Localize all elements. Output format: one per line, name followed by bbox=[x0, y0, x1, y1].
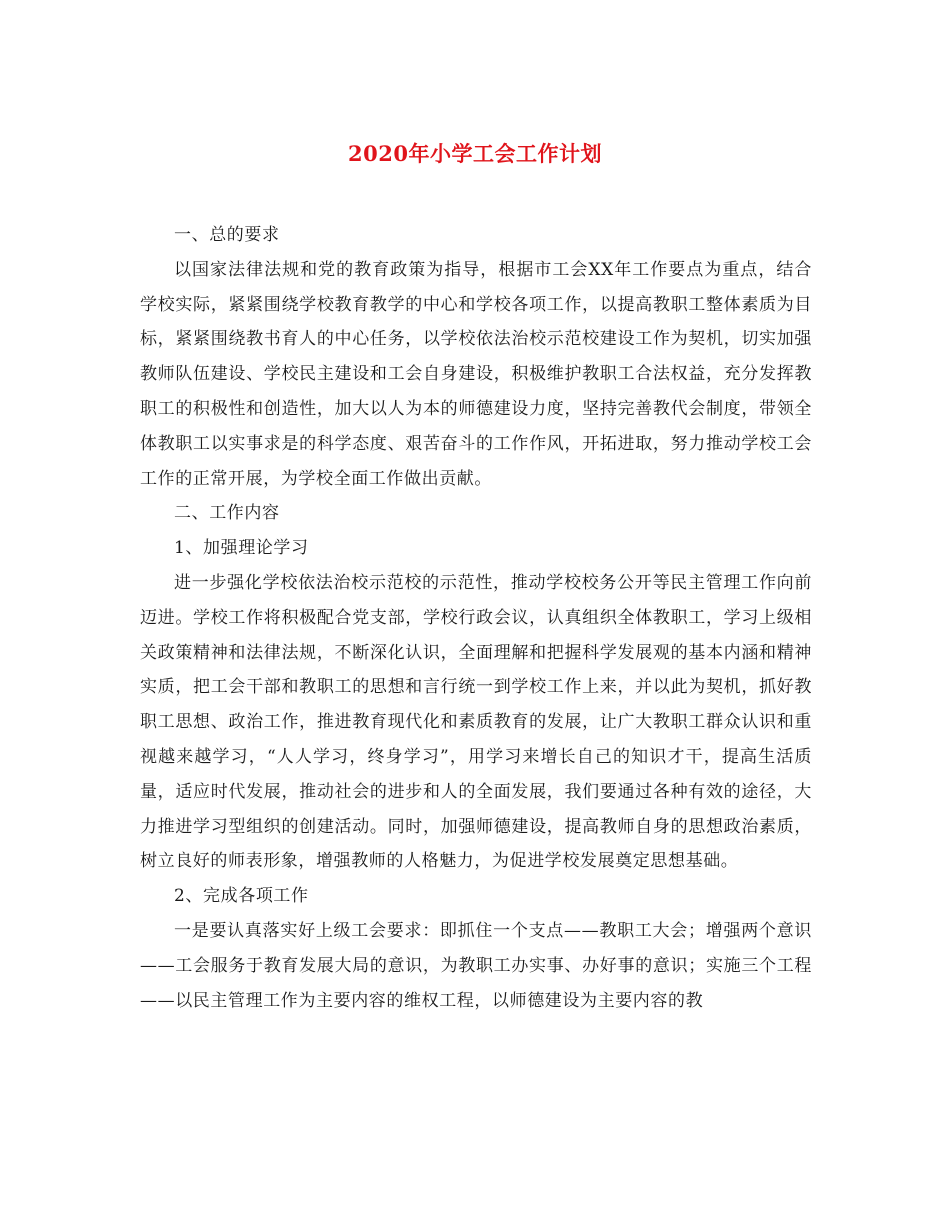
paragraph-theory-study: 进一步强化学校依法治校示范校的示范性，推动学校校务公开等民主管理工作向前迈进。学校工作将积极配合党支部，学校行政会议，认真组织全体教职工，学习上级相关政策精神和法律法规，不断深化认识，全面理解和把握科学发展观的基本内涵和精神实质，把工会干部和教职工的思想和言行统一到学校工作上来，并以此为契机，抓好教职工思想、政治工作，推进教育现代化和素质教育的发展，让广大教职工群众认识和重视越来越学习，“人人学习，终身学习”，用学习来增长自己的知识才干，提高生活质量，适应时代发展，推动社会的进步和人的全面发展，我们要通过各种有效的途径，大力推进学习型组织的创建活动。同时，加强师德建设，提高教师自身的思想政治素质，树立良好的师表形象，增强教师的人格魅力，为促进学校发展奠定思想基础。 bbox=[140, 572, 812, 872]
subsection-heading-theory-study: 1、加强理论学习 bbox=[174, 538, 309, 559]
paragraph-general-requirements: 以国家法律法规和党的教育政策为指导，根据市工会XX年工作要点为重点，结合学校实际，紧紧围绕学校教育教学的中心和学校各项工作，以提高教职工整体素质为目标，紧紧围绕教书育人的中心任务，以学校依法治校示范校建设工作为契机，切实加强教师队伍建设、学校民主建设和工会自身建设，积极维护教职工合法权益，充分发挥教职工的积极性和创造性，加大以人为本的师德建设力度，坚持完善教代会制度，带领全体教职工以实事求是的科学态度、艰苦奋斗的工作作风，开拓进取，努力推动学校工会工作的正常开展，为学校全面工作做出贡献。 bbox=[140, 259, 812, 489]
document-title: 2020年小学工会工作计划 bbox=[348, 141, 602, 166]
paragraph-complete-tasks: 一是要认真落实好上级工会要求：即抓住一个支点——教职工大会；增强两个意识——工会服务于教育发展大局的意识，为教职工办实事、办好事的意识；实施三个工程——以民主管理工作为主要内容的维权工程，以师德建设为主要内容的教 bbox=[140, 920, 812, 1011]
section-heading-work-content: 二、工作内容 bbox=[174, 503, 280, 524]
document-body bbox=[140, 218, 812, 1018]
subsection-heading-complete-tasks: 2、完成各项工作 bbox=[174, 886, 309, 907]
section-heading-general-requirements: 一、总的要求 bbox=[174, 225, 280, 245]
